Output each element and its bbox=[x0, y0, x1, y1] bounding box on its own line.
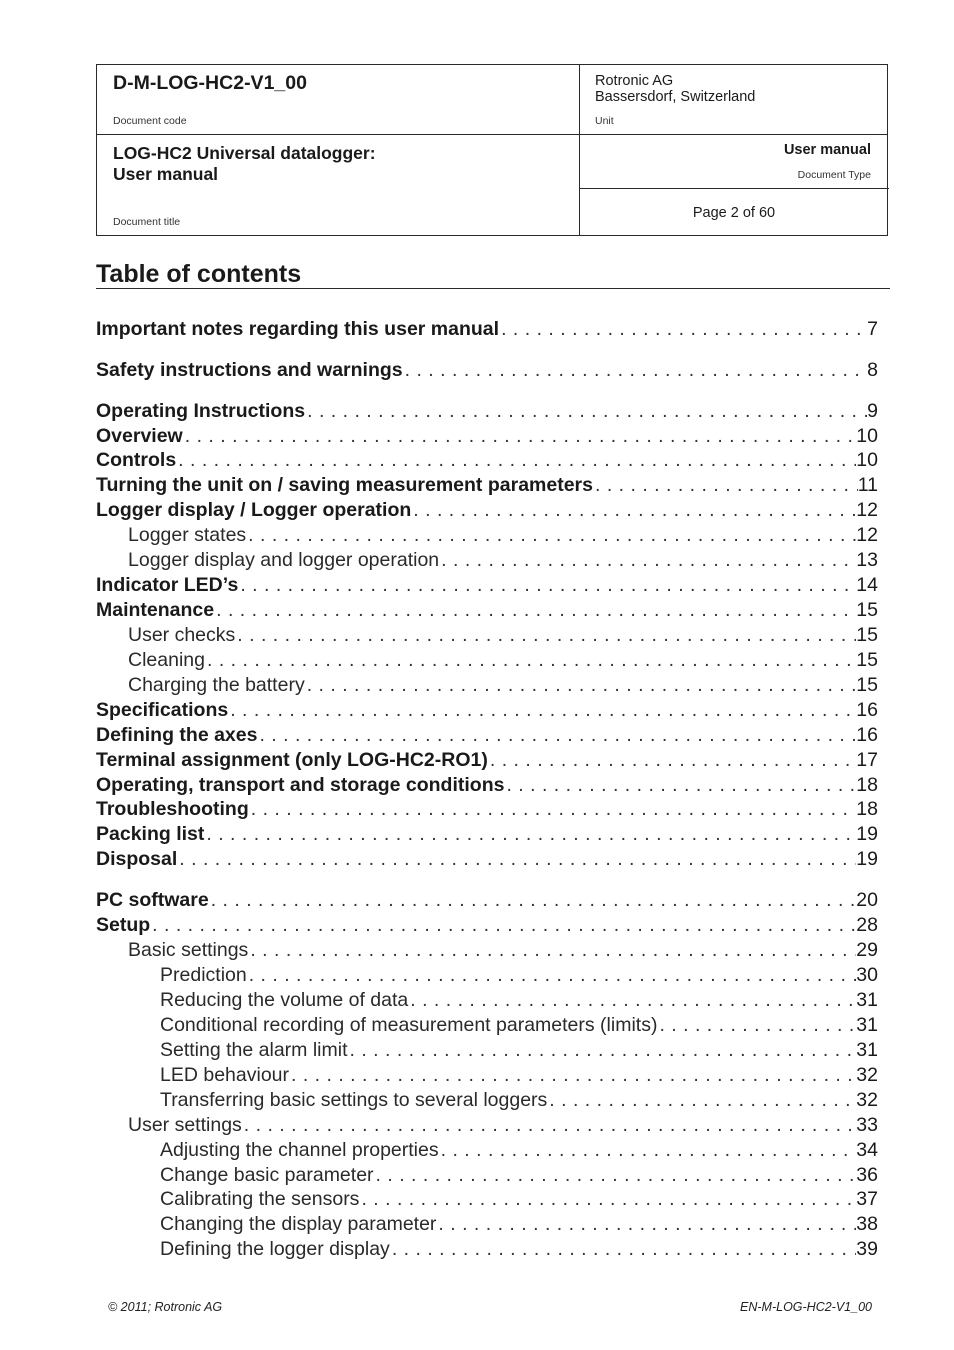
toc-leader-dots bbox=[249, 798, 857, 821]
toc-entry-page: 30 bbox=[856, 964, 878, 986]
document-title bbox=[113, 143, 376, 185]
toc-entry[interactable] bbox=[96, 1139, 878, 1164]
toc-leader-dots bbox=[305, 674, 857, 697]
toc-entry[interactable] bbox=[96, 1039, 878, 1064]
toc-entry-title: Defining the logger display bbox=[160, 1238, 390, 1260]
toc-entry-title: Charging the battery bbox=[128, 674, 305, 696]
toc-entry-title: Operating, transport and storage conditions bbox=[96, 774, 505, 796]
toc-entry-title: Cleaning bbox=[128, 649, 205, 671]
toc-entry-page: 14 bbox=[856, 574, 878, 596]
toc-entry-title: Calibrating the sensors bbox=[160, 1188, 360, 1210]
toc-leader-dots bbox=[657, 1014, 856, 1037]
toc-leader-dots bbox=[246, 524, 856, 547]
toc-entry[interactable] bbox=[96, 1238, 878, 1263]
toc-entry[interactable] bbox=[96, 624, 878, 649]
toc-entry-page: 11 bbox=[857, 474, 878, 496]
unit-name: Rotronic AG bbox=[595, 73, 674, 89]
toc-leader-dots bbox=[214, 599, 856, 622]
toc-entry-page: 33 bbox=[856, 1114, 878, 1136]
toc-leader-dots bbox=[248, 939, 856, 962]
toc-entry[interactable] bbox=[96, 599, 878, 624]
toc-entry-title: Terminal assignment (only LOG-HC2-RO1) bbox=[96, 749, 488, 771]
toc-entry-title: Logger display and logger operation bbox=[128, 549, 440, 571]
document-code-caption: Document code bbox=[113, 115, 187, 127]
toc-entry[interactable] bbox=[96, 774, 878, 799]
toc-entry-page: 31 bbox=[856, 989, 878, 1011]
toc-heading-rule bbox=[96, 288, 890, 289]
toc-entry-page: 32 bbox=[856, 1064, 878, 1086]
toc-entry-title: Overview bbox=[96, 425, 183, 447]
toc-entry-page: 19 bbox=[856, 823, 878, 845]
toc-entry-page: 34 bbox=[856, 1139, 878, 1161]
toc-entry-page: 20 bbox=[856, 889, 878, 911]
toc-entry[interactable] bbox=[96, 318, 878, 343]
toc-entry-title: Important notes regarding this user manual bbox=[96, 318, 500, 340]
toc-leader-dots bbox=[439, 549, 856, 572]
toc-leader-dots bbox=[228, 699, 856, 722]
toc-entry[interactable] bbox=[96, 914, 878, 939]
toc-leader-dots bbox=[257, 724, 856, 747]
toc-entry-page: 18 bbox=[856, 798, 878, 820]
toc-leader-dots bbox=[289, 1064, 856, 1087]
toc-entry-page: 7 bbox=[867, 318, 878, 340]
toc-entry[interactable] bbox=[96, 499, 878, 524]
toc-entry[interactable] bbox=[96, 1188, 878, 1213]
toc-entry[interactable] bbox=[96, 674, 878, 699]
toc-entry-page: 31 bbox=[856, 1039, 878, 1061]
toc-entry[interactable] bbox=[96, 964, 878, 989]
toc-entry-page: 37 bbox=[856, 1188, 878, 1210]
toc-leader-dots bbox=[238, 574, 856, 597]
toc-entry-page: 17 bbox=[856, 749, 878, 771]
toc-entry[interactable] bbox=[96, 649, 878, 674]
toc-entry[interactable] bbox=[96, 724, 878, 749]
toc-leader-dots bbox=[390, 1238, 856, 1261]
toc-entry[interactable] bbox=[96, 474, 878, 499]
toc-entry-page: 15 bbox=[856, 674, 878, 696]
toc-entry-title: Logger display / Logger operation bbox=[96, 499, 412, 521]
toc-leader-dots bbox=[499, 318, 867, 341]
toc-entry[interactable] bbox=[96, 1213, 878, 1238]
toc-entry-page: 32 bbox=[856, 1089, 878, 1111]
toc-leader-dots bbox=[150, 914, 856, 937]
toc-leader-dots bbox=[547, 1089, 856, 1112]
toc-entry[interactable] bbox=[96, 425, 878, 450]
toc-entry-title: Disposal bbox=[96, 848, 178, 870]
toc-entry[interactable] bbox=[96, 749, 878, 774]
toc-leader-dots bbox=[488, 749, 856, 772]
toc-entry-title: Safety instructions and warnings bbox=[96, 359, 403, 381]
header-divider-right bbox=[579, 188, 889, 189]
page-number: Page 2 of 60 bbox=[692, 205, 776, 221]
toc-entry-page: 36 bbox=[856, 1164, 878, 1186]
toc-entry[interactable] bbox=[96, 1064, 878, 1089]
toc-entry-page: 8 bbox=[867, 359, 878, 381]
toc-entry-page: 15 bbox=[856, 649, 878, 671]
footer-copyright: © 2011; Rotronic AG bbox=[108, 1300, 223, 1314]
toc-entry-title: User settings bbox=[128, 1114, 242, 1136]
unit-caption: Unit bbox=[595, 115, 614, 127]
header-divider-horizontal bbox=[97, 134, 887, 135]
toc-leader-dots bbox=[408, 989, 856, 1012]
toc-entry[interactable] bbox=[96, 798, 878, 823]
toc-entry[interactable] bbox=[96, 823, 878, 848]
toc-entry-title: Prediction bbox=[160, 964, 247, 986]
toc-leader-dots bbox=[235, 624, 856, 647]
toc-entry-title: Basic settings bbox=[128, 939, 249, 961]
toc-leader-dots bbox=[305, 400, 867, 423]
toc-entry-title: Conditional recording of measurement parameters (limits) bbox=[160, 1014, 658, 1036]
toc-leader-dots bbox=[374, 1164, 857, 1187]
toc-entry-title: Packing list bbox=[96, 823, 205, 845]
toc-entry-page: 16 bbox=[856, 699, 878, 721]
toc-leader-dots bbox=[439, 1139, 857, 1162]
toc-leader-dots bbox=[176, 449, 856, 472]
toc-entry-title: Changing the display parameter bbox=[160, 1213, 437, 1235]
toc-entry[interactable] bbox=[96, 939, 878, 964]
toc-entry[interactable] bbox=[96, 848, 878, 873]
unit-block bbox=[595, 73, 755, 105]
toc-entry-title: Change basic parameter bbox=[160, 1164, 374, 1186]
toc-entry-title: Specifications bbox=[96, 699, 229, 721]
toc-leader-dots bbox=[504, 774, 856, 797]
toc-entry[interactable] bbox=[96, 524, 878, 549]
toc-entry-page: 12 bbox=[856, 524, 878, 546]
document-title-line1: LOG-HC2 Universal datalogger: bbox=[113, 143, 376, 163]
toc-entry[interactable] bbox=[96, 989, 878, 1014]
toc-entry-page: 29 bbox=[856, 939, 878, 961]
footer-document-code: EN-M-LOG-HC2-V1_00 bbox=[740, 1300, 872, 1314]
toc-entry-title: Indicator LED’s bbox=[96, 574, 239, 596]
toc-entry-page: 10 bbox=[856, 425, 878, 447]
toc-entry-page: 18 bbox=[856, 774, 878, 796]
toc-leader-dots bbox=[242, 1114, 857, 1137]
toc-entry-title: LED behaviour bbox=[160, 1064, 289, 1086]
toc-entry-title: Setup bbox=[96, 914, 151, 936]
toc-entry[interactable] bbox=[96, 1089, 878, 1114]
document-type: User manual bbox=[783, 142, 871, 158]
toc-entry[interactable] bbox=[96, 699, 878, 724]
toc-entry[interactable] bbox=[96, 400, 878, 425]
document-title-line2: User manual bbox=[113, 164, 219, 184]
toc-entry-page: 13 bbox=[856, 549, 878, 571]
toc-leader-dots bbox=[411, 499, 856, 522]
toc-entry[interactable] bbox=[96, 1114, 878, 1139]
toc-entry-title: Controls bbox=[96, 449, 177, 471]
toc-leader-dots bbox=[436, 1213, 856, 1236]
toc-entry[interactable] bbox=[96, 549, 878, 574]
toc-entry[interactable] bbox=[96, 1014, 878, 1039]
toc-entry-title: Troubleshooting bbox=[96, 798, 249, 820]
document-title-caption: Document title bbox=[113, 216, 181, 228]
toc-entry-title: Transferring basic settings to several loggers bbox=[160, 1089, 548, 1111]
toc-leader-dots bbox=[593, 474, 858, 497]
toc-entry-page: 15 bbox=[856, 624, 878, 646]
toc-entry-page: 38 bbox=[856, 1213, 878, 1235]
toc-leader-dots bbox=[204, 823, 856, 846]
toc-entry-page: 16 bbox=[856, 724, 878, 746]
toc-entry-title: Maintenance bbox=[96, 599, 215, 621]
document-code: D-M-LOG-HC2-V1_00 bbox=[113, 72, 307, 94]
toc-entry[interactable] bbox=[96, 359, 878, 384]
toc-leader-dots bbox=[348, 1039, 857, 1062]
toc-entry[interactable] bbox=[96, 574, 878, 599]
toc-entry-title: Reducing the volume of data bbox=[160, 989, 409, 1011]
unit-location: Bassersdorf, Switzerland bbox=[595, 89, 756, 105]
toc-leader-dots bbox=[209, 889, 857, 912]
toc-entry-title: PC software bbox=[96, 889, 209, 911]
toc-entry-page: 10 bbox=[856, 449, 878, 471]
toc-entry-page: 19 bbox=[856, 848, 878, 870]
toc-entry-title: Turning the unit on / saving measurement parameters bbox=[96, 474, 593, 496]
toc-entry[interactable] bbox=[96, 1164, 878, 1189]
toc-entry-title: Defining the axes bbox=[96, 724, 258, 746]
toc-entry-title: Operating Instructions bbox=[96, 400, 306, 422]
toc-entry-page: 28 bbox=[856, 914, 878, 936]
toc-entry-title: Logger states bbox=[128, 524, 247, 546]
document-header bbox=[96, 64, 888, 236]
toc-leader-dots bbox=[183, 425, 857, 448]
toc-leader-dots bbox=[205, 649, 856, 672]
toc-leader-dots bbox=[177, 848, 856, 871]
toc-entry-page: 12 bbox=[856, 499, 878, 521]
toc-entry-page: 9 bbox=[867, 400, 878, 422]
toc-entry-page: 31 bbox=[856, 1014, 878, 1036]
document-type-caption: Document Type bbox=[797, 169, 871, 181]
toc-leader-dots bbox=[247, 964, 857, 987]
toc-entry-title: User checks bbox=[128, 624, 236, 646]
toc-entry-title: Setting the alarm limit bbox=[160, 1039, 348, 1061]
toc-leader-dots bbox=[359, 1188, 856, 1211]
toc-entry-title: Adjusting the channel properties bbox=[160, 1139, 439, 1161]
toc-entry[interactable] bbox=[96, 449, 878, 474]
toc-entry-page: 15 bbox=[856, 599, 878, 621]
toc-entry[interactable] bbox=[96, 889, 878, 914]
toc-heading: Table of contents bbox=[96, 260, 302, 288]
toc-entry-page: 39 bbox=[856, 1238, 878, 1260]
toc-leader-dots bbox=[403, 359, 868, 382]
